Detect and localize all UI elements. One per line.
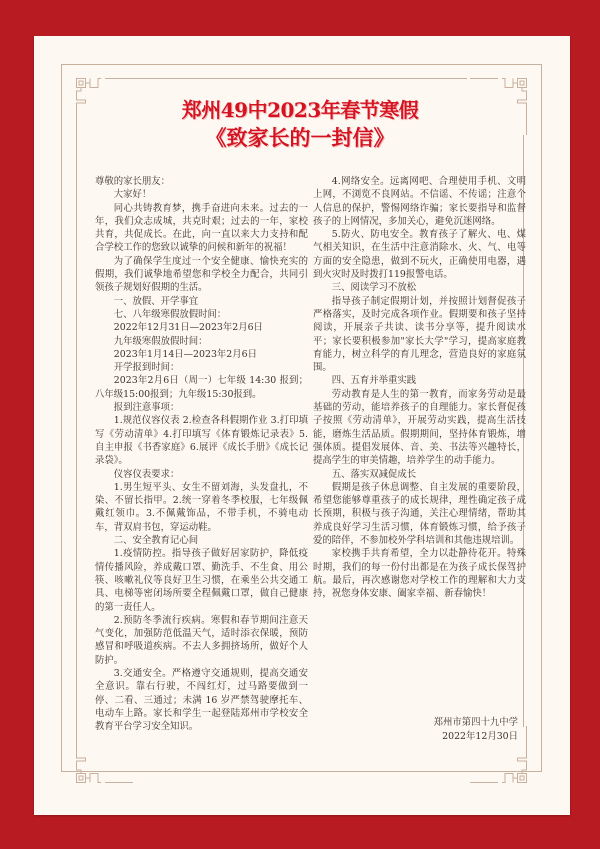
signature-block — [434, 716, 518, 744]
grade78-dates: 2022年12月31日—2023年2月6日 — [113, 322, 263, 334]
grade78-label: 七、八年级寒假放假时间： — [113, 308, 227, 320]
signature-date: 2022年12月30日 — [442, 731, 518, 742]
grade9-dates: 2023年1月14日—2023年2月6日 — [113, 348, 257, 360]
safety-internet: 4.网络安全。远离网吧、合理使用手机、文明上网，不浏览不良网站。不信谣、不传谣；注意个人信息的保护，警惕网络诈骗；家长要指导和监督孩子的上网情况，多加关心，避免沉迷网络。 — [313, 176, 526, 227]
greeting: 大家好！ — [113, 189, 152, 201]
double-reduction-paragraph: 假期是孩子休息调整、自主发展的重要阶段，希望您能够尊重孩子的成长规律，理性确定孩子成长预期，积极与孩子沟通，关注心理情绪，帮助其养成良好学习生活习惯，体育锻炼习惯，给予孩子爱的陪伴，不参加校外学科培训和其他违规培训。 — [313, 481, 526, 547]
salutation: 尊敬的家长朋友： — [95, 176, 171, 187]
report-time-detail: 2023年2月6日（周一）七年级 14:30 报到；八年级15:00报到；九年级15:30报到。 — [95, 375, 308, 400]
safety-winter-illness: 2.预防冬季流行疾病。寒假和春节期间注意天气变化，加强防范低温天气，适时添衣保暖，预防感冒和呼吸道疾病。不去人多拥挤场所，做好个人防护。 — [95, 614, 308, 666]
inner-frame-line-top — [133, 78, 467, 79]
signature-school: 郑州市第四十九中学 — [433, 717, 518, 728]
five-education-paragraph: 劳动教育是人生的第一教育，而家务劳动是最基础的劳动，能培养孩子的自理能力。家长督促孩子按照《劳动清单》，开展劳动实践，提高生活技能，磨炼生活品质。假期期间，坚持体育锻炼，增强体质。提倡发展体、音、美、书法等兴趣特长，提高学生的审美情趣，培养学生的动手能力。 — [313, 388, 526, 467]
inner-frame-line-left — [76, 135, 77, 727]
report-notes-list: 1.规范仪容仪表 2.检查各科假期作业 3.打印填写《劳动清单》4.打印填写《体育锻炼记录表》5.自主申报《书香家庭》6.展评《成长手册》《成长记录袋》。 — [95, 415, 308, 467]
section-heading-schedule: 一、放假、开学事宜 — [113, 295, 199, 307]
paragraph-purpose: 为了确保学生度过一个安全健康、愉快充实的假期，我们诚挚地希望您和学校全力配合，共同引领孩子规划好假期的生活。 — [95, 255, 308, 294]
appearance-label: 仪容仪表要求： — [113, 468, 180, 480]
section-heading-five-education: 四、五育并举重实践 — [331, 375, 417, 387]
letter-title — [0, 96, 600, 152]
paragraph-intro: 同心共铸教育梦，携手奋进向未来。过去的一年，我们众志成城，共克时艰；过去的一年，家校共育，共促成长。在此，向一直以来大力支持和配合学校工作的您致以诚挚的问候和新年的祝福！ — [95, 202, 308, 254]
report-notes-label: 报到注意事项： — [113, 402, 180, 414]
section-heading-double-reduction: 五、落实双减促成长 — [331, 468, 417, 480]
corner-ornament-bottom-left-icon — [73, 726, 133, 786]
appearance-requirements: 1.男生短平头、女生不留刘海，头发盘扎，不染、不留长指甲。2.统一穿着冬季校服，七年级佩戴红领巾。3.不佩戴饰品，不带手机，不骑电动车，背双肩书包，穿运动鞋。 — [95, 481, 308, 533]
report-time-label: 开学报到时间： — [113, 362, 180, 374]
grade9-label: 九年级寒假放假时间： — [113, 335, 208, 347]
section-heading-reading: 三、阅读学习不放松 — [331, 282, 417, 294]
reading-paragraph: 指导孩子制定假期计划，并按照计划督促孩子严格落实，及时完成各项作业。假期要和孩子坚持阅读，开展亲子共读、读书分享等，提升阅读水平；家长要积极参加"家长大学"学习，提高家庭教育能力，树立科学的育儿理念，营造良好的家庭氛围。 — [313, 295, 526, 374]
safety-fire-electric: 5.防火、防电安全。教育孩子了解火、电、煤气相关知识，在生活中注意消除水、火、气、电等方面的安全隐患，做到不玩火，正确使用电器，遇到火灾时及时拨打119报警电话。 — [313, 229, 526, 281]
title-line-1: 郑州49中2023年春节寒假 — [181, 98, 419, 122]
title-line-2: 《致家长的一封信》 — [205, 125, 395, 150]
letter-body-left-column — [95, 175, 308, 733]
safety-epidemic: 1.疫情防控。指导孩子做好居家防护，降低疫情传播风险，养成戴口罩、勤洗手、不生食、用公筷、咳嗽礼仪等良好卫生习惯，在乘坐公共交通工具、电梯等密闭场所要全程佩戴口罩，做自己健康的第一责任人。 — [95, 548, 308, 613]
safety-traffic: 3.交通安全。严格遵守交通规则，提高交通安全意识。靠右行驶，不闯红灯，过马路要做到一停、二看、三通过；未满 16 岁严禁驾驶摩托车、电动车上路。家长和学生一起登陆郑州市学校安全教育平台学习安全知识。 — [95, 667, 308, 733]
section-heading-safety: 二、安全教育记心间 — [113, 535, 199, 547]
letter-body-right-column — [313, 175, 526, 601]
closing-paragraph: 家校携手共育希望，全力以赴静待花开。特殊时期，我们的每一份付出都是在为孩子成长保驾护航。最后，再次感谢您对学校工作的理解和大力支持，祝您身体安康、阖家幸福、新春愉快！ — [313, 548, 526, 600]
